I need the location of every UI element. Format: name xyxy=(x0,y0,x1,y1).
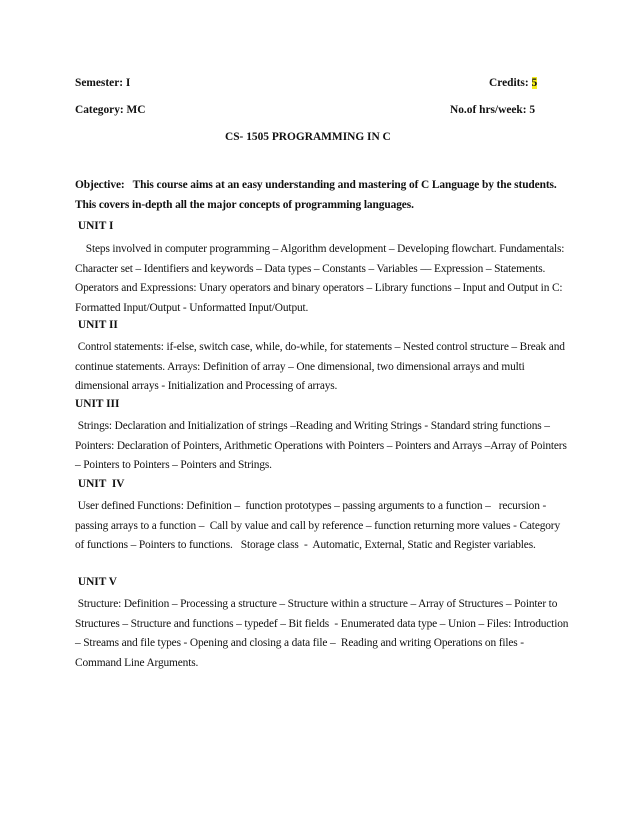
unit-3-heading: UNIT III xyxy=(75,398,120,410)
unit-3-content: Strings: Declaration and Initialization of strings –Reading and Writing Strings - Standard string functions – Pointers: Declaration of Pointers, Arithmetic Operations with Pointers – Pointers and Arrays –Array of Pointers – Pointers to Pointers – Pointers and Strings. xyxy=(75,420,570,472)
unit-2-content: Control statements: if-else, switch case, while, do-while, for statements – Nested control structure – Break and continue statements. Arrays: Definition of array – One dimensional, two dimensional arrays and multi dimensional arrays - Initialization and Processing of arrays. xyxy=(75,341,568,393)
unit-4-heading: UNIT IV xyxy=(75,478,125,490)
hours-per-week-label: No.of hrs/week: 5 xyxy=(450,104,536,116)
unit-5-content: Structure: Definition – Processing a structure – Structure within a structure – Array of Structures – Pointer to Structures – Structure and functions – typedef – Bit fields - Enumerated data type – Union – Files: Introduction – Streams and file types - Opening and closing a data file – Reading and writing Operations on files - Command Line Arguments. xyxy=(75,598,572,669)
category-label: Category: MC xyxy=(75,104,146,116)
unit-5-heading: UNIT V xyxy=(75,576,117,588)
unit-4-content: User defined Functions: Definition – function prototypes – passing arguments to a function – recursion - passing arrays to a function – Call by value and call by reference – function returning more values - Category of functions – Pointers to functions. Storage class - Automatic, External, Static and Register variables. xyxy=(75,500,563,552)
semester-label: Semester: I xyxy=(75,77,131,89)
unit-1-content: Steps involved in computer programming – Algorithm development – Developing flowchart. Fundamentals: Character set – Identifiers and keywords – Data types – Constants – Variables –– Expression – Statements. Operators and Expressions: Unary operators and binary operators – Library functions – Input and Output in C: Formatted Input/Output - Unformatted Input/Output. xyxy=(75,243,568,314)
credits-value: 5 xyxy=(531,77,538,89)
unit-2-heading: UNIT II xyxy=(75,319,118,331)
course-title: CS- 1505 PROGRAMMING IN C xyxy=(225,131,391,143)
unit-1-heading: UNIT I xyxy=(75,220,114,232)
objective-paragraph: Objective: This course aims at an easy understanding and mastering of C Language by the students. This covers in-depth all the major concepts of programming languages. xyxy=(75,179,562,211)
credits-label xyxy=(489,76,537,90)
credits-text: Credits: xyxy=(489,77,532,89)
